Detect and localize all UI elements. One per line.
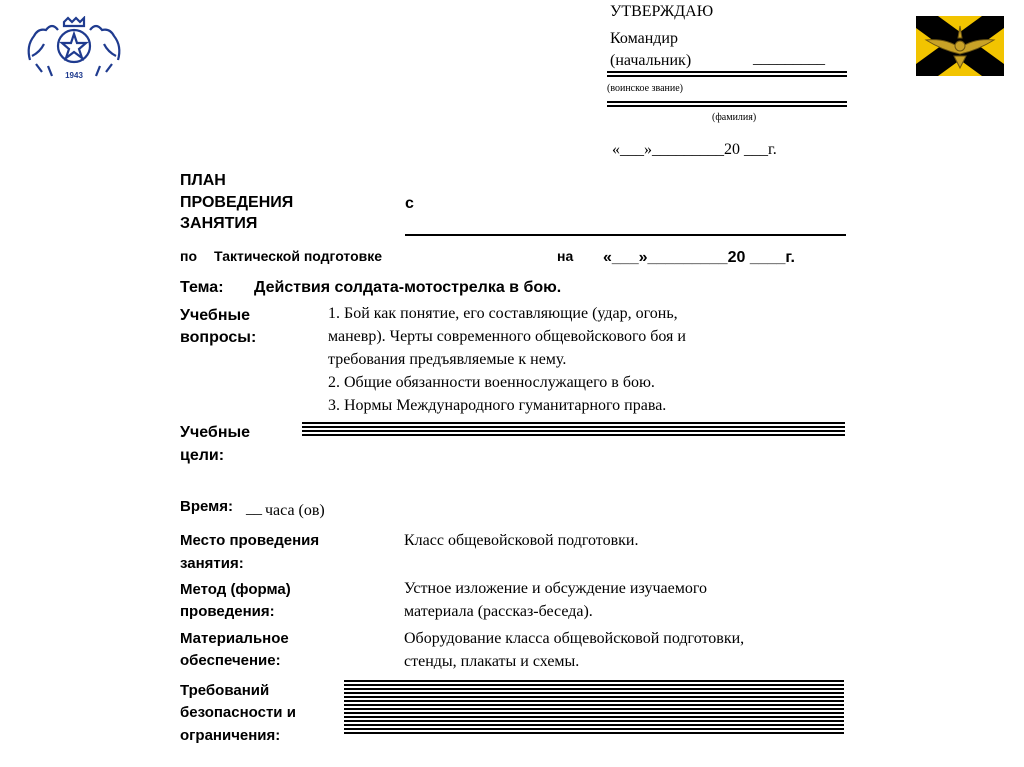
university-logo [22, 16, 126, 82]
chief-signature-line: _________ [753, 50, 825, 67]
safety-label-1: Требований [180, 682, 270, 699]
plan-lesson: ЗАНЯТИЯ [180, 215, 258, 232]
time-label: Время: [180, 498, 233, 515]
approve-heading: УТВЕРЖДАЮ [610, 3, 714, 20]
topic-value: Действия солдата-мотострелка в бою. [254, 279, 562, 296]
surname-double-line [607, 101, 847, 109]
question-line: 3. Нормы Международного гуманитарного права. [328, 397, 667, 414]
goals-fill-lines [302, 422, 845, 438]
material-label-2: обеспечение: [180, 652, 281, 669]
approval-date: «___»_________20 ___г. [612, 141, 777, 158]
questions-label-2: вопросы: [180, 329, 257, 346]
time-value: часа (ов) [265, 502, 325, 519]
question-line: маневр). Черты современного общевойскового боя и [328, 328, 686, 345]
rank-double-line [607, 71, 847, 79]
signal-troops-emblem [916, 16, 1004, 76]
method-value-line-1: Устное изложение и обсуждение изучаемого [404, 580, 707, 597]
commander-label: Командир [610, 30, 678, 47]
material-value-line-2: стенды, плакаты и схемы. [404, 653, 580, 670]
plan-title: ПЛАН [180, 172, 226, 189]
method-label-1: Метод (форма) [180, 581, 291, 598]
logo-year: 1943 [65, 71, 83, 80]
safety-fill-lines [344, 680, 844, 736]
method-value-line-2: материала (рассказ-беседа). [404, 603, 593, 620]
method-label-2: проведения: [180, 603, 275, 620]
rank-caption: (воинское звание) [607, 83, 683, 94]
question-line: 2. Общие обязанности военнослужащего в бою. [328, 374, 655, 391]
topic-label: Тема: [180, 279, 224, 296]
safety-label-2: безопасности и [180, 704, 296, 721]
question-line: 1. Бой как понятие, его составляющие (удар, огонь, [328, 305, 678, 322]
chief-label: (начальник) [610, 52, 692, 69]
goals-label-1: Учебные [180, 424, 251, 441]
place-label-2: занятия: [180, 555, 244, 572]
plan-with: с [405, 195, 414, 212]
question-line: требования предъявляемые к нему. [328, 351, 567, 368]
place-value: Класс общевойсковой подготовки. [404, 532, 639, 549]
material-value-line-1: Оборудование класса общевойсковой подготовки, [404, 630, 745, 647]
subject-value: Тактической подготовке [214, 248, 383, 264]
subject-date: «___»_________20 ____г. [603, 249, 795, 266]
subject-by-label: по [180, 248, 198, 264]
time-blank: __ [246, 500, 262, 517]
surname-caption: (фамилия) [712, 112, 757, 123]
place-label-1: Место проведения [180, 532, 320, 549]
goals-label-2: цели: [180, 447, 225, 464]
material-label-1: Материальное [180, 630, 289, 647]
questions-label-1: Учебные [180, 307, 251, 324]
plan-conduct: ПРОВЕДЕНИЯ [180, 194, 294, 211]
subject-on-label: на [557, 248, 574, 264]
plan-name-line [405, 234, 846, 236]
safety-label-3: ограничения: [180, 727, 281, 744]
